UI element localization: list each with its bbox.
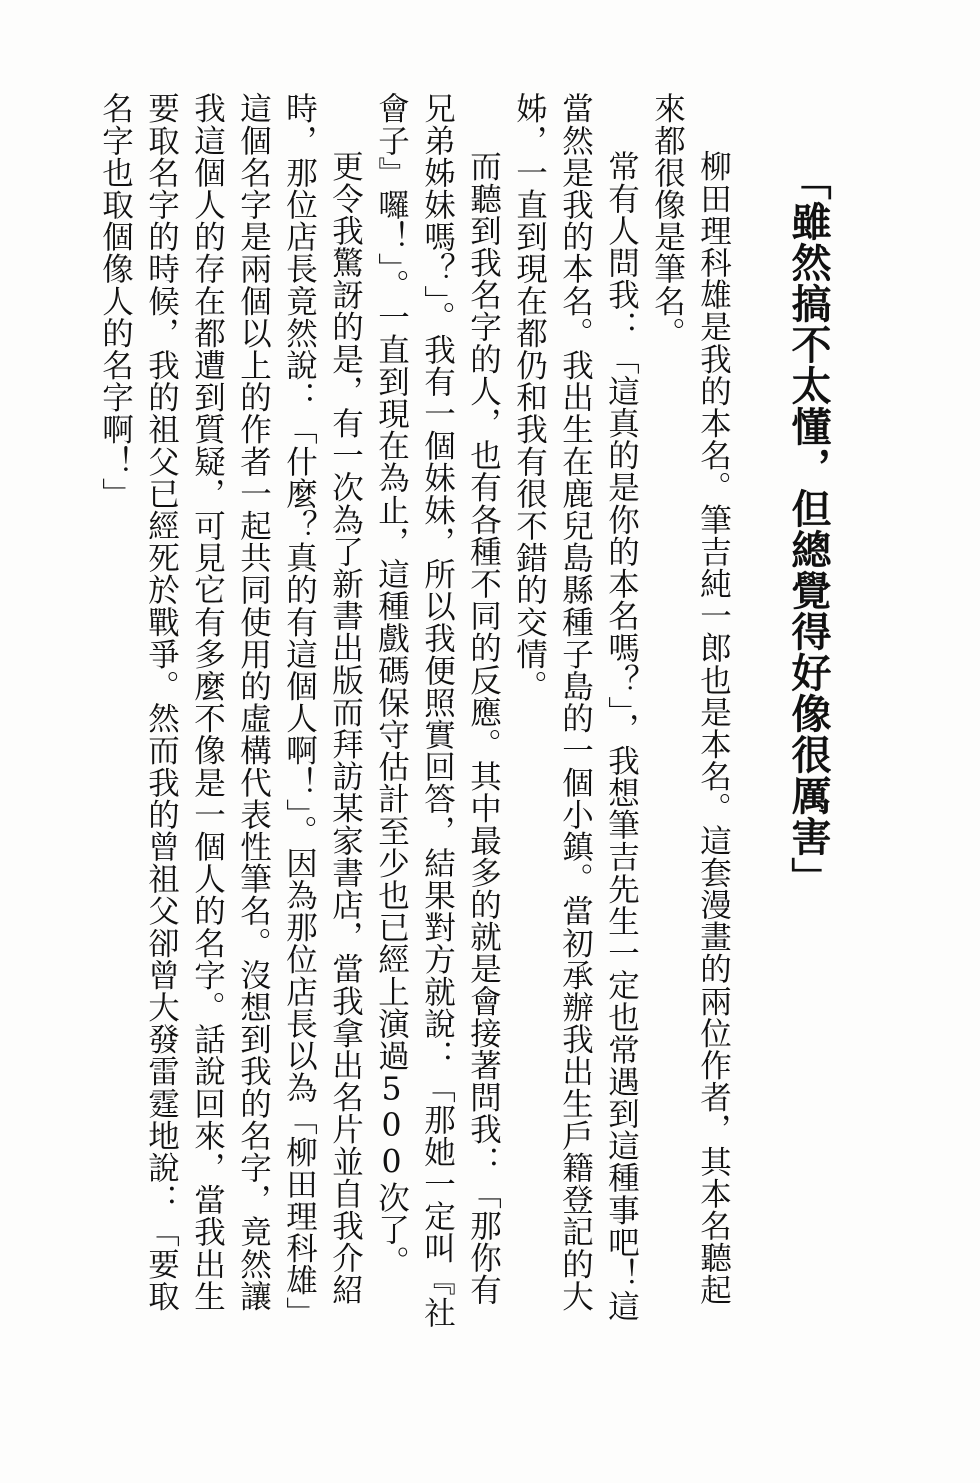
chapter-title: 「雖然搞不太懂，但總覺得好像很厲害」 [785,160,832,898]
text-line: 要取名字的時候，我的祖父已經死於戰爭。然而我的曾祖父卻曾大發雷霆地說：「要取 [143,92,180,1312]
text-line: 而聽到我名字的人，也有各種不同的反應。其中最多的就是會接著問我：「那你有 [465,150,502,1306]
text-line: 這個名字是兩個以上的作者一起共同使用的虛構代表性筆名。沒想到我的名字，竟然讓 [235,92,272,1312]
text-line: 更令我驚訝的是，有一次為了新書出版而拜訪某家書店，當我拿出名片並自我介紹 [327,150,364,1306]
text-line: 兄弟姊妹嗎？」。我有一個妹妹，所以我便照實回答，結果對方就說：「那她一定叫『社 [419,92,456,1329]
text-line: 當然是我的本名。我出生在鹿兒島縣種子島的一個小鎮。當初承辦我出生戶籍登記的大 [557,92,594,1312]
text-line: 我這個人的存在都遭到質疑，可見它有多麼不像是一個人的名字。話說回來，當我出生 [189,92,226,1312]
text-line: 名字也取個像人的名字啊！」 [97,92,134,510]
text-line: 姊，一直到現在都仍和我有很不錯的交情。 [511,92,548,702]
text-line: 會子』囉！」。一直到現在為止，這種戲碼保守估計至少也已經上演過500次了。 [373,92,410,1278]
text-line: 常有人問我：「這真的是你的本名嗎？」，我想筆吉先生一定也常遇到這種事吧！這 [603,150,640,1322]
text-line: 柳田理科雄是我的本名。筆吉純一郎也是本名。這套漫畫的兩位作者，其本名聽起 [695,150,732,1306]
text-line: 時，那位店長竟然說：「什麼？真的有這個人啊！」。因為那位店長以為「柳田理科雄」 [281,92,318,1329]
text-line: 來都很像是筆名。 [649,92,686,349]
